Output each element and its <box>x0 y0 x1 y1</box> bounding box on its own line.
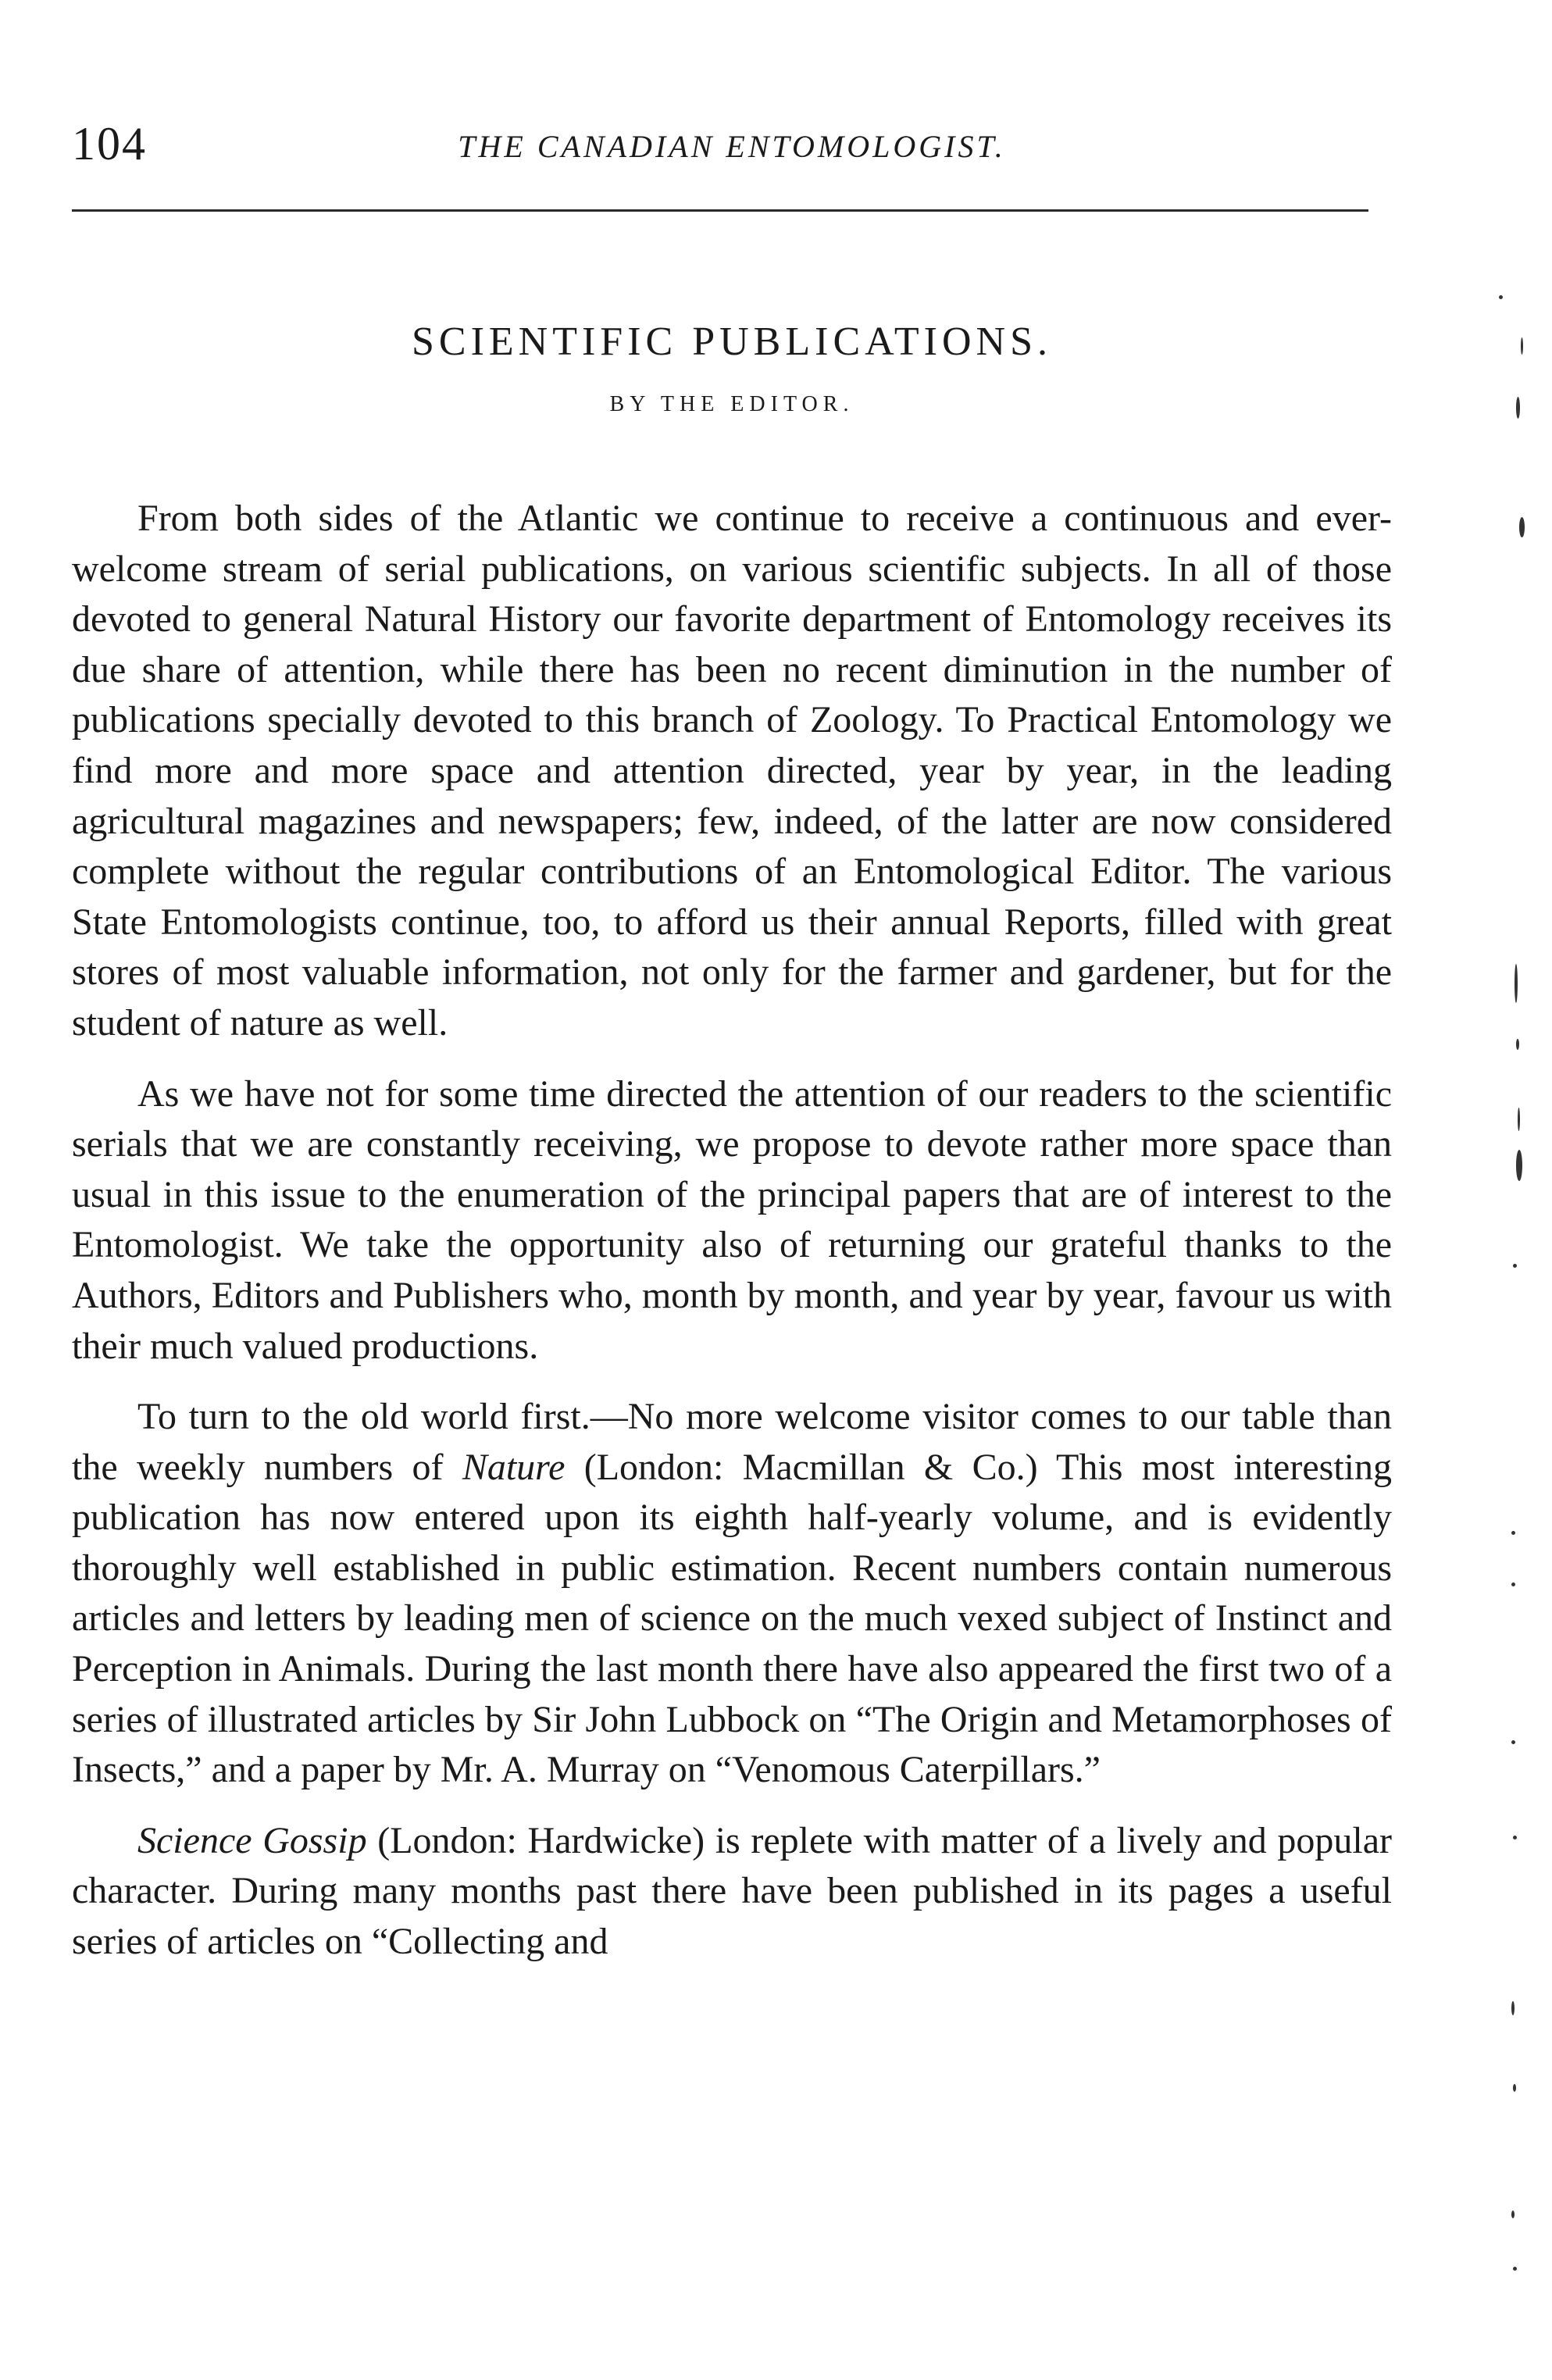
body-paragraph <box>72 494 1392 1049</box>
italic-title-text: Nature <box>462 1446 565 1488</box>
article-body <box>72 494 1392 1988</box>
paragraph-text: (London: Macmillan & Co.) This most interesting publication has now entered upon its eighth half-yearly volume, and is evidently thoroughly well established in public estimation. Recent numbers contain numerous articles and letters by leading men of science on the much vexed subject of Instinct and Perception in Animals. During the last month there have also appeared the first two of a series of illustrated articles by Sir John Lubbock on “The Origin and Metamorphoses of Insects,” and a paper by Mr. A. Murray on “Venomous Caterpillars.” <box>72 1446 1392 1791</box>
paragraph-text: From both sides of the Atlantic we continue to receive a continuous and ever-welcome stream of serial publications, on various scientific subjects. In all of those devoted to general Natural History our favorite department of Entomology receives its due share of attention, while there has been no recent diminution in the number of publications specially devoted to this branch of Zoology. To Practical Entomology we find more and more space and attention directed, year by year, in the leading agricultural magazines and newspapers; few, indeed, of the latter are now considered complete without the regular contributions of an Entomological Editor. The various State Entomologists continue, too, to afford us their annual Reports, filled with great stores of most valuable information, not only for the farmer and gardener, but for the student of nature as well. <box>72 498 1392 1044</box>
article-byline: BY THE EDITOR. <box>609 392 854 416</box>
page-number: 104 <box>72 118 147 169</box>
page-header <box>72 117 1392 180</box>
paragraph-text: To turn to the old world first.—No more welcome visitor comes to our table than the weekly numbers of <box>72 1396 1392 1488</box>
article-title: SCIENTIFIC PUBLICATIONS. <box>411 319 1053 364</box>
paragraph-text: As we have not for some time directed the attention of our readers to the scientific serials that we are constantly receiving, we propose to devote rather more space than usual in this issue to the enumeration of the principal papers that are of interest to the Entomologist. We take the opportunity also of returning our grateful thanks to the Authors, Editors and Publishers who, month by month, and year by year, favour us with their much valued productions. <box>72 1072 1392 1367</box>
body-paragraph <box>72 1392 1392 1796</box>
running-head: THE CANADIAN ENTOMOLOGIST. <box>458 129 1006 164</box>
header-rule <box>72 209 1368 212</box>
margin-scan-artifacts <box>1488 0 1552 2380</box>
paragraph-text: (London: Hardwicke) is replete with matter of a lively and popular character. During many months past there have been published in its pages a useful series of articles on “Collecting and <box>72 1819 1392 1963</box>
italic-title-text: Science Gossip <box>137 1819 367 1861</box>
body-paragraph <box>72 1069 1392 1372</box>
body-paragraph <box>72 1816 1392 1968</box>
